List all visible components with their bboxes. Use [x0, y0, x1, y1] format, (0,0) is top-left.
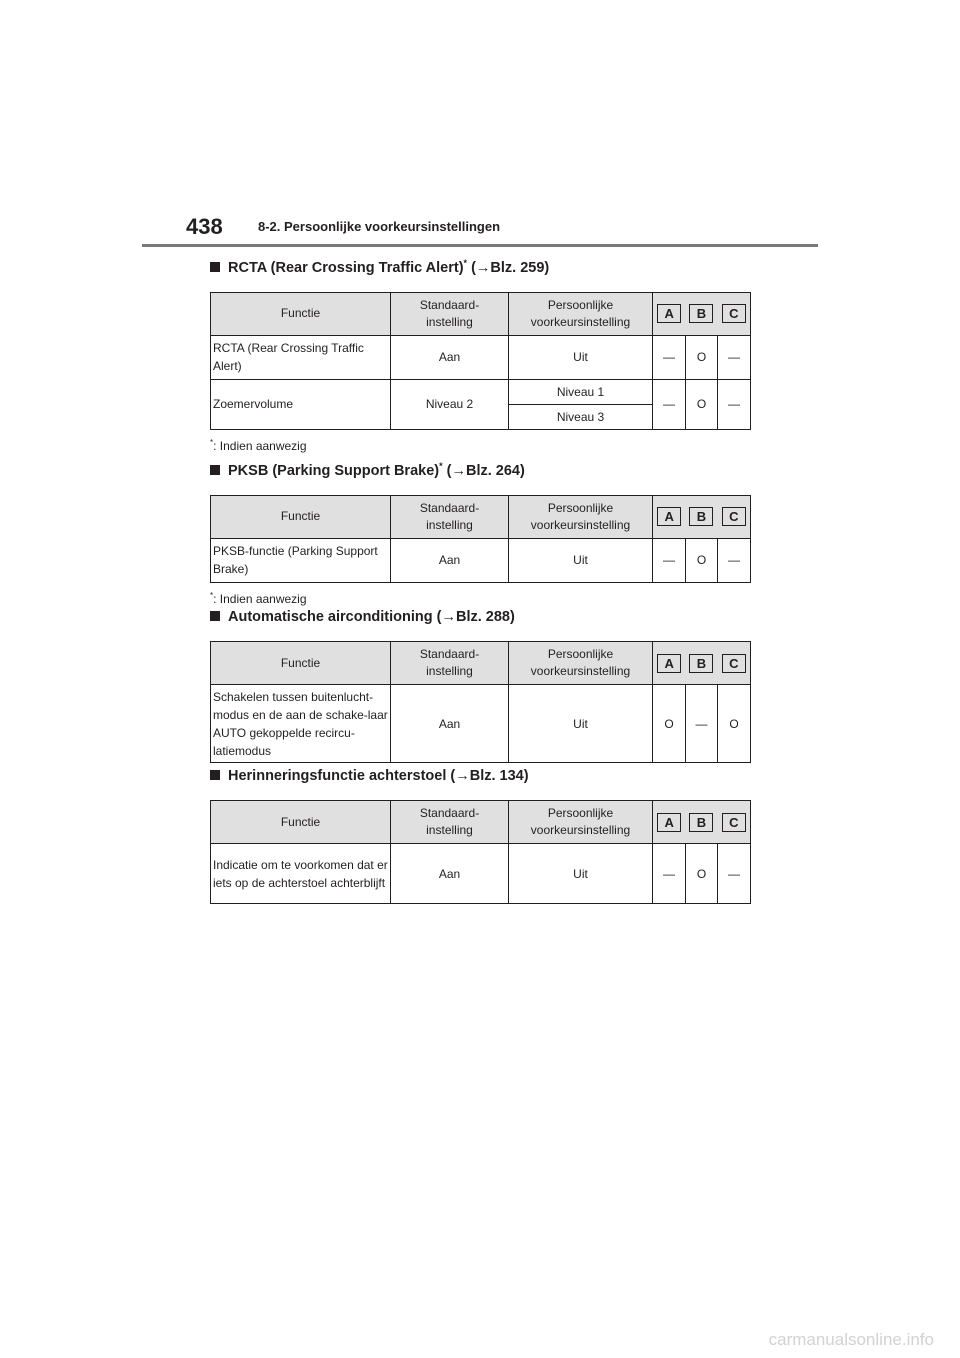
cell-b: — [686, 685, 718, 763]
settings-table [210, 292, 751, 430]
section-pksb [210, 461, 750, 606]
cell-b: O [686, 844, 718, 904]
cell-persoonlijk: Uit [509, 844, 653, 904]
table-row [211, 538, 751, 582]
section-title: Automatische airconditioning (→Blz. 288) [210, 609, 750, 625]
table-row [211, 379, 751, 404]
cell-functie: PKSB-functie (Parking Support Brake) [211, 538, 391, 582]
header-title: 8-2. Persoonlijke voorkeursinstellingen [258, 219, 501, 234]
label-a: A [657, 813, 681, 832]
label-c: C [722, 507, 746, 526]
header-standaard: Standaard- instelling [391, 642, 509, 685]
square-bullet-icon [210, 611, 220, 621]
cell-b: O [686, 379, 718, 429]
cell-persoonlijk: Uit [509, 538, 653, 582]
header-functie: Functie [211, 292, 391, 335]
cell-c: — [718, 844, 751, 904]
cell-a: O [653, 685, 686, 763]
cell-b: O [686, 335, 718, 379]
label-a: A [657, 304, 681, 323]
table-header-row [211, 801, 751, 844]
footnote: *: Indien aanwezig [210, 437, 307, 453]
table-row [211, 844, 751, 904]
cell-c: — [718, 335, 751, 379]
cell-persoonlijk: Uit [509, 685, 653, 763]
watermark: carmanualsonline.info [768, 1330, 934, 1349]
cell-functie: Zoemervolume [211, 379, 391, 429]
table-row [211, 685, 751, 763]
square-bullet-icon [210, 262, 220, 272]
header-standaard: Standaard- instelling [391, 292, 509, 335]
header-abc [653, 801, 751, 844]
page-number: 438 [186, 214, 223, 239]
label-c: C [722, 304, 746, 323]
cell-a: — [653, 844, 686, 904]
section-title: RCTA (Rear Crossing Traffic Alert)* (→Blz. 259) [210, 258, 750, 276]
label-b: B [689, 507, 713, 526]
header-abc [653, 292, 751, 335]
cell-persoonlijk: Uit [509, 335, 653, 379]
header-standaard: Standaard- instelling [391, 801, 509, 844]
label-a: A [657, 507, 681, 526]
cell-standaard: Aan [391, 685, 509, 763]
header-abc [653, 495, 751, 538]
header-functie: Functie [211, 801, 391, 844]
cell-a: — [653, 335, 686, 379]
cell-standaard: Aan [391, 335, 509, 379]
section-title: PKSB (Parking Support Brake)* (→Blz. 264) [210, 461, 750, 479]
cell-standaard: Aan [391, 844, 509, 904]
table-header-row [211, 495, 751, 538]
settings-table [210, 800, 751, 904]
header-persoonlijk: Persoonlijke voorkeursinstelling [509, 495, 653, 538]
settings-table [210, 641, 751, 763]
header-standaard: Standaard- instelling [391, 495, 509, 538]
cell-persoonlijk: Niveau 3 [509, 404, 653, 429]
cell-standaard: Niveau 2 [391, 379, 509, 429]
cell-functie: Schakelen tussen buitenlucht-modus en de aan de schake-laar AUTO gekoppelde recircu-latiemodus [211, 685, 391, 763]
section-title: Herinneringsfunctie achterstoel (→Blz. 134) [210, 768, 750, 784]
label-b: B [689, 813, 713, 832]
header-functie: Functie [211, 642, 391, 685]
cell-functie: Indicatie om te voorkomen dat er iets op de achterstoel achterblijft [211, 844, 391, 904]
section-rcta [210, 258, 750, 453]
square-bullet-icon [210, 770, 220, 780]
table-header-row [211, 292, 751, 335]
cell-a: — [653, 538, 686, 582]
header-abc [653, 642, 751, 685]
label-b: B [689, 304, 713, 323]
header-persoonlijk: Persoonlijke voorkeursinstelling [509, 801, 653, 844]
cell-persoonlijk: Niveau 1 [509, 379, 653, 404]
table-row [211, 335, 751, 379]
settings-table [210, 495, 751, 583]
header-persoonlijk: Persoonlijke voorkeursinstelling [509, 642, 653, 685]
label-a: A [657, 654, 681, 673]
cell-c: — [718, 538, 751, 582]
footnote: *: Indien aanwezig [210, 590, 307, 606]
table-header-row [211, 642, 751, 685]
header-persoonlijk: Persoonlijke voorkeursinstelling [509, 292, 653, 335]
square-bullet-icon [210, 465, 220, 475]
section-airco [210, 609, 750, 763]
label-c: C [722, 654, 746, 673]
header-rule [142, 244, 818, 247]
cell-functie: RCTA (Rear Crossing Traffic Alert) [211, 335, 391, 379]
cell-c: — [718, 379, 751, 429]
cell-standaard: Aan [391, 538, 509, 582]
cell-c: O [718, 685, 751, 763]
section-herinnering [210, 768, 750, 904]
label-c: C [722, 813, 746, 832]
cell-a: — [653, 379, 686, 429]
label-b: B [689, 654, 713, 673]
cell-b: O [686, 538, 718, 582]
header-functie: Functie [211, 495, 391, 538]
